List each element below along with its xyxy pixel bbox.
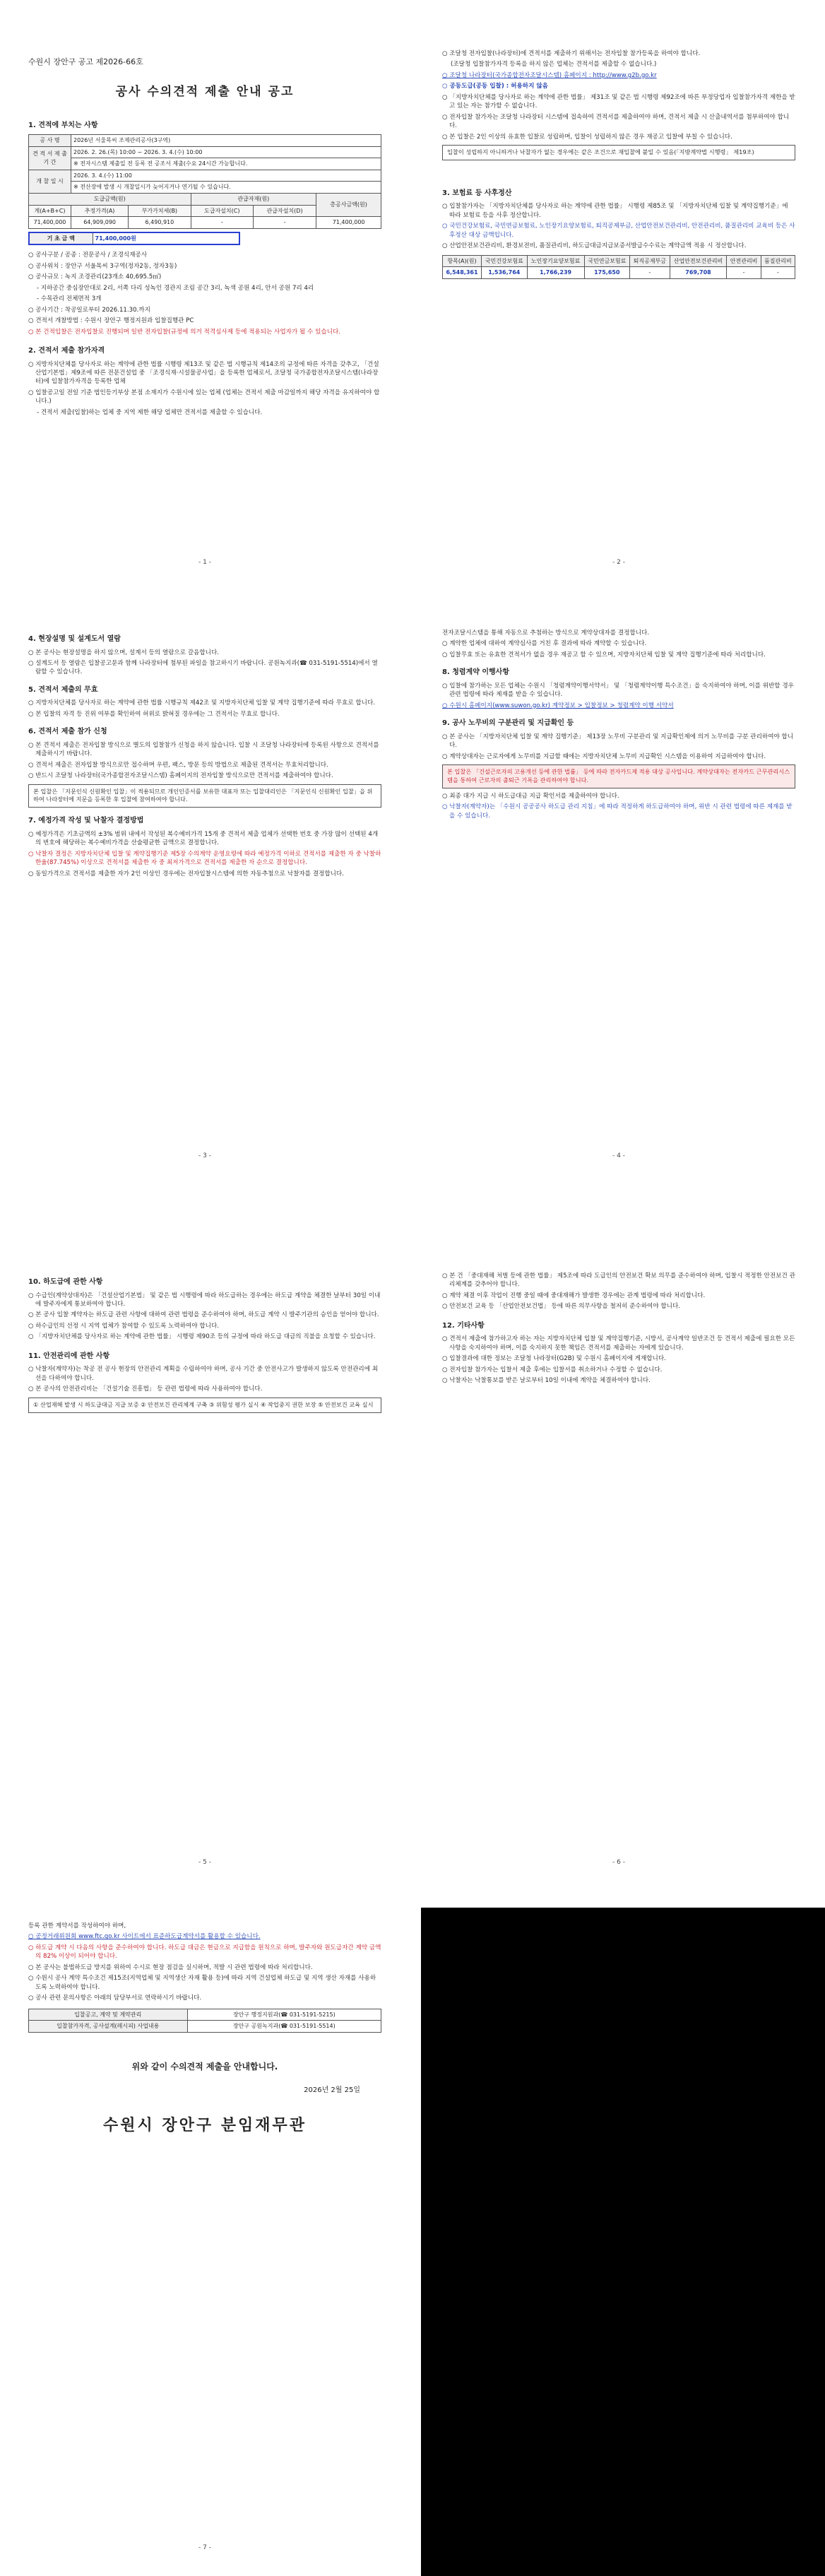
table-row: [443, 267, 795, 279]
body-line: - 견적서 제출(입찰)하는 업체 중 지역 제한 해당 업체만 견적서를 제출할 수 있습니다.: [37, 408, 263, 416]
integrity-link[interactable]: ○ 수원시 홈페이지(www.suwon.go.kr) 계약정보 > 입찰정보 > 청렴계약 이행 서약서: [442, 702, 674, 709]
page-2: [0, 615, 825, 1173]
body-line: ○ 수원시 공사 계약 특수조건 제15조(지역업체 및 지역생산 자재 활용 등)에 따라 지역 건설업체 하도급 및 지역 생산 자재를 사용하도록 노력하여야 합니다.: [28, 1975, 376, 1991]
page-3-left-column: [28, 1272, 381, 1417]
table-row: [29, 232, 239, 245]
project-info-table: [28, 134, 381, 229]
page-4: [0, 1908, 412, 2576]
cost-sub: 부가가치세(B): [129, 205, 191, 217]
body-line: ○ 계약한 업체에 대하여 계약심사를 거친 후 결과에 따라 계약할 수 있습니다.: [442, 640, 647, 648]
note-line: ○ 공사구분 / 공종 : 전문공사 / 조경식재공사: [28, 252, 148, 259]
contact-dept: 입찰참가자격, 공사설계(레시피) 사업내용: [29, 2021, 188, 2033]
insurance-head: 안전관리비: [727, 255, 761, 267]
body-line: ○ 「지방자치단체를 당사자로 하는 계약에 관한 법률」 시행령 제90조 등의 규정에 따라 하도급 대금의 직불을 요청할 수 있습니다.: [28, 1333, 376, 1341]
insurance-head: 산업안전보건관리비: [670, 255, 727, 267]
section-12-heading: 12. 기타사항: [442, 1321, 485, 1330]
fingerprint-notice-box: 본 입찰은 「지문인식 신원확인 입찰」이 적용되므로 개인인증서를 보유한 대표자 또는 입찰대리인은 「지문인식 신원확인 입찰」을 위하여 나라장터에 지문을 등록한 후 입찰에 참여하여야 합니다.: [28, 784, 381, 808]
insurance-value: -: [761, 267, 795, 279]
page-4-left-column: [28, 1922, 381, 2137]
project-notes: [28, 251, 381, 336]
body-line: ○ 본 견적서 제출은 전자입찰 방식으로 별도의 입찰참가 신청을 하지 않습니다. 입찰 시 조달청 나라장터에 등록된 사항으로 견적서를 제출하시기 바랍니다.: [28, 741, 379, 758]
table-row: [29, 2021, 381, 2033]
issuer-signature: 수원시 장안구 분임재무관: [102, 2116, 307, 2134]
body-line: ○ 낙찰자(계약자)는 착공 전 공사 현장의 안전관리 계획을 수립하여야 하며, 공사 기간 중 안전사고가 발생하지 않도록 안전관리에 최선을 다하여야 합니다.: [28, 1366, 379, 1382]
body-line: ○ 입찰에 참가하는 모든 업체는 수원시 「청렴계약이행서약서」 및 「청렴계약이행 특수조건」을 숙지하여야 하며, 이를 위반할 경우 관련 법령에 따라 제재를 받을 수 있습니다.: [442, 682, 794, 699]
body-line: ○ 낙찰자 결정은 지방자치단체 입찰 및 계약집행기준 제5장 수의계약 운영요령에 따라 예정가격 이하로 견적서를 제출한 자 중 낙찰하한율(87.745%) 이상으로 견적서를 제출한 자 중 최저가격으로 견적서를 제출한 자 순으로 결정합니다.: [28, 850, 381, 867]
body-line: ○ 본 공사는 「지방자치단체 입찰 및 계약 집행기준」 제13장 노무비 구분관리 및 지급확인제에 의거 노무비를 구분 관리하여야 합니다.: [442, 733, 794, 750]
contact-table: [28, 2009, 381, 2033]
cost-value: 6,490,910: [129, 217, 191, 229]
body-line: ○ 동일가격으로 견적서를 제출한 자가 2인 이상인 경우에는 전자입찰시스템에 의한 자동추첨으로 낙찰자를 결정합니다.: [28, 870, 344, 878]
cost-value: 64,909,090: [71, 217, 129, 229]
page-1: [0, 0, 825, 579]
body-line: ○ 반드시 조달청 나라장터(국가종합전자조달시스템) 홈페이지의 전자입찰 방식으로만 견적서를 제출하여야 합니다.: [28, 772, 333, 780]
contact-info: 장안구 행정지원과(☎ 031-5191-5215): [187, 2009, 381, 2021]
body-line: ○ 공사 관련 문의사항은 아래의 담당부서로 연락하시기 바랍니다.: [28, 1995, 202, 2002]
body-line: ○ 계약상대자는 근로자에게 노무비를 지급할 때에는 지방자치단체 노무비 지급확인 시스템을 이용하여 지급하여야 합니다.: [442, 752, 766, 760]
body-line: ○ 본 입찰은 2인 이상의 유효한 입찰로 성립하며, 입찰이 성립하지 않은 경우 재공고 입찰에 부칠 수 있습니다.: [442, 133, 732, 141]
issue-date: 2026년 2월 25일: [304, 2086, 360, 2095]
opening-note: ※ 전산장애 발생 시 개찰일시가 늦어지거나 연기될 수 있습니다.: [71, 182, 381, 194]
insurance-value: 175,650: [584, 267, 630, 279]
body-line: ○ 계약 체결 이후 작업이 진행 중일 때에 중대재해가 발생한 경우에는 관계 법령에 따라 처리합니다.: [442, 1292, 706, 1299]
body-line: ○ 최종 대가 지급 시 하도급대금 지급 확인서를 제출하여야 합니다.: [442, 792, 619, 800]
section-5-heading: 5. 견적서 제출의 무효: [28, 685, 98, 694]
body-line: ○ 견적서 제출에 참가하고자 하는 자는 지방자치단체 입찰 및 계약집행기준, 시방서, 공사계약 일반조건 등 견적서 제출에 필요한 모든 사항을 숙지하여야 하며, 이를 숙지하지 못한 책임은 견적서를 제출하는 자에게 있습니다.: [442, 1335, 795, 1352]
body-line: ○ 입찰공고일 전일 기준 법인등기부상 본점 소재지가 수원시에 있는 업체 (업체는 견적서 제출 마감일까지 해당 자격을 유지하여야 합니다.): [28, 389, 380, 406]
table-row: [29, 194, 381, 206]
body-line: ○ 지방자치단체를 당사자로 하는 계약에 관한 법률 시행령 제13조 및 같은 법 시행규칙 제14조의 규정에 따른 자격을 갖추고, 「건설산업기본법」제9조에 따른 전문건설업 중 「조경식재·시설물공사업」을 등록한 업체로서, 조달청 국가종합전자조달시스템(나라장터)에 입찰참가자격을 등록한 업체: [28, 360, 379, 386]
opening-datetime: 2026. 3. 4.(수) 11:00: [71, 170, 381, 182]
body-line: ○ 입찰결과에 대한 정보는 조달청 나라장터(G2B) 및 수원시 홈페이지에 게재합니다.: [442, 1355, 666, 1363]
cost-value: -: [253, 217, 316, 229]
submission-period: 2026. 2. 26.(목) 10:00 ~ 2026. 3. 4.(수) 10:00: [71, 146, 381, 158]
closing-statement: 위와 같이 수의견적 제출을 안내합니다.: [131, 2061, 278, 2072]
table-row: [29, 158, 381, 170]
insurance-value: -: [630, 267, 670, 279]
cost-head: 관급자재(원): [191, 194, 316, 206]
body-line: ○ 입찰무효 또는 유효한 견적서가 없을 경우 재공고 할 수 있으며, 지방자치단체 입찰 및 계약 집행기준에 따라 처리합니다.: [442, 651, 766, 658]
label-cell: 개 찰 일 시: [29, 170, 71, 193]
section-8-heading: 8. 청렴계약 이행사항: [442, 668, 509, 677]
g2b-link[interactable]: ○ 조달청 나라장터(국가종합전자조달시스템) 홈페이지 : http://www.g2b.go.kr: [442, 71, 657, 79]
table-row: [29, 217, 381, 229]
table-row: [443, 255, 795, 267]
cost-head: 총공사금액(원): [316, 194, 381, 217]
note-line: ○ 공사규모 : 녹지 조경관리(23개소 40,695.5㎡): [28, 273, 162, 281]
insurance-table: [442, 255, 795, 279]
section-4-heading: 4. 현장설명 및 설계도서 열람: [28, 635, 121, 643]
document-title: 공사 수의견적 제출 안내 공고: [115, 84, 295, 99]
page-number: - 5 -: [198, 1859, 211, 1866]
insurance-head: 국민연금보험료: [584, 255, 630, 267]
electronic-card-text: 본 입찰은 「건설근로자의 고용개선 등에 관한 법률」 등에 따라 전자카드제 적용 대상 공사입니다. 계약상대자는 전자카드 근무관리시스템을 통하여 근로자의 출퇴근 기록을 관리하여야 합니다.: [447, 768, 790, 784]
body-line: ○ 본 공사는 현장설명을 하지 않으며, 설계서 등의 열람으로 갈음합니다.: [28, 649, 219, 656]
cost-head: 도급금액(원): [29, 194, 191, 206]
section-6-heading: 6. 견적서 제출 참가 신청: [28, 728, 107, 736]
contact-info: 장안구 공원녹지과(☎ 031-5191-5514): [187, 2021, 381, 2033]
note-line: ○ 공사위치 : 장안구 서울목씨 3구역(정자2동, 정자3동): [28, 262, 177, 270]
section-1-heading: 1. 견적에 부치는 사항: [28, 121, 98, 129]
body-line: ○ 예정가격은 기초금액의 ±3% 범위 내에서 작성된 복수예비가격 15개 중 견적서 제출 업체가 선택한 번호 중 가장 많이 선택된 4개의 번호에 해당하는 복수예비가격을 산술평균한 금액으로 결정합니다.: [28, 830, 379, 847]
body-line: ○ 전자입찰 참가자는 입찰서 제출 후에는 입찰서를 취소하거나 수정할 수 없습니다.: [442, 1366, 663, 1373]
table-row: [29, 170, 381, 182]
note-line: - 수목관리 전체면적 3개: [37, 295, 102, 303]
submission-note: ※ 전자시스템 제출일 전 등록 전 공조서 제출(수요 24시간 가능합니다.: [71, 158, 381, 170]
insurance-value: 1,766,239: [527, 267, 584, 279]
note-line: ○ 본 건적입찰은 전자입찰로 진행되며 일반 전자입찰(규정에 의거 적격심사제 등에 적용되는 사업자가 될 수 있습니다.: [28, 328, 341, 336]
body-line: ○ 산업안전보건관리비, 환경보전비, 품질관리비, 하도급대금지급보증서발급수수료는 계약금액 적용 시 정산합니다.: [442, 242, 747, 250]
page-1-left-column: [28, 57, 381, 419]
contact-dept: 입찰공고, 계약 및 계약관리: [29, 2009, 188, 2021]
page-1-right-column: [442, 49, 795, 279]
section-3-heading: 3. 보험료 등 사후정산: [442, 189, 512, 197]
page-2-right-column: [442, 629, 795, 822]
page-number: - 1 -: [198, 559, 211, 566]
body-line: ○ 본 공사의 안전관리비는 「건설기술 진흥법」 등 관련 법령에 따라 사용하여야 합니다.: [28, 1386, 263, 1393]
body-line: ○ 본 공사 입찰 계약자는 하도급 관련 사항에 대하여 관련 법령을 준수하여야 하며, 하도급 계약 시 발주기관의 승인을 얻어야 합니다.: [28, 1311, 379, 1319]
label-cell: 공 사 명: [29, 135, 71, 147]
body-line: 등록 관한 계약서를 작성하여야 하며,: [28, 1922, 126, 1930]
notice-number: 수원시 장안구 공고 제2026-66호: [28, 57, 143, 66]
cost-value: 71,400,000: [316, 217, 381, 229]
page-number: - 6 -: [612, 1859, 625, 1866]
insurance-value: 769,708: [670, 267, 727, 279]
base-amount-value: 71,400,000원: [93, 232, 239, 245]
insurance-value: 6,548,361: [443, 267, 482, 279]
section-11-heading: 11. 안전관리에 관한 사항: [28, 1352, 110, 1360]
body-line: ○ 입찰참가자는 「지방자치단체를 당사자로 하는 계약에 관한 법률」 시행령 제85조 및 「지방자치단체 입찰 및 계약집행기준」에 따라 보험료 등을 사후 정산합니다.: [442, 203, 788, 219]
ftc-link[interactable]: ○ 공정거래위원회 www.ftc.go.kr 사이트에서 표준하도급계약서를 활용할 수 있습니다.: [28, 1933, 261, 1941]
cost-sub: 도급자설치(C): [191, 205, 253, 217]
page-2-left-column: [28, 629, 381, 880]
body-line: 전자조달시스템을 통해 자동으로 추첨하는 방식으로 계약상대자를 결정합니다.: [442, 630, 650, 637]
label-cell: 견 적 서 제 출 기 간: [29, 146, 71, 170]
insurance-head: 노인장기요양보험료: [527, 255, 584, 267]
table-row: [29, 146, 381, 158]
body-line: ○ 본 입찰의 자격 등 진위 여부를 확인하여 허위로 밝혀질 경우에는 그 견적서는 무효로 합니다.: [28, 710, 280, 718]
cost-sub: 계(A+B+C): [29, 205, 71, 217]
section-7-heading: 7. 예정가격 작성 및 낙찰자 결정방법: [28, 817, 144, 825]
page-number: - 4 -: [612, 1152, 625, 1159]
table-row: [29, 182, 381, 194]
body-line: ○ 국민건강보험료, 국민연금보험료, 노인장기요양보험료, 퇴직공제부금, 산업안전보건관리비, 안전관리비, 품질관리비 교육비 등은 사후정산 대상 금액입니다.: [442, 223, 795, 239]
black-region: [421, 1908, 825, 2576]
safety-checklist-box: ① 산업재해 발생 시 하도급대금 지급 보증 ② 안전보건 관리체계 구축 ③ 위험성 평가 실시 ④ 작업중지 권한 보장 ⑤ 안전보건 교육 실시: [28, 1398, 381, 1413]
body-line: ○ 설계도서 등 열람은 입찰공고문과 함께 나라장터에 첨부된 파일을 참고하시기 바랍니다. 공원녹지과(☎ 031-5191-5514)에서 열람할 수 있습니다.: [28, 659, 378, 676]
cost-sub: 관급자설치(D): [253, 205, 316, 217]
rebid-notice-box: 입찰이 성립하지 아니하거나 낙찰자가 없는 경우에는 같은 조건으로 재입찰에 붙일 수 있음(「지방계약법 시행령」 제19조): [442, 145, 795, 160]
cost-value: 71,400,000: [29, 217, 71, 229]
body-line: ○ 전자입찰 참가자는 조달청 나라장터 시스템에 접속하여 견적서를 제출하여야 하며, 견적서 제출 시 산출내역서를 첨부하여야 합니다.: [442, 113, 790, 130]
insurance-value: -: [727, 267, 761, 279]
body-line: ○ 낙찰자(계약자)는 「수원시 공공공사 하도급 관리 지침」에 따라 적정하게 하도급하여야 하며, 위반 시 관련 법령에 따른 제재를 받을 수 있습니다.: [442, 803, 793, 820]
body-line: ○ 하도급 계약 시 다음의 사항을 준수하여야 합니다. 하도급 대금은 현금으로 지급함을 원칙으로 하며, 발주자와 원도급자간 계약 금액의 82% 이상이 되어야 합니다.: [28, 1944, 381, 1961]
electronic-card-box: [442, 764, 795, 788]
page-number: - 3 -: [198, 1152, 211, 1159]
note-line: - 지하공간 중심장안대로 2리, 서쪽 다리 성녹인 경관지 조림 공간 3리, 녹색 공원 4리, 안서 공원 7리 4리: [37, 284, 314, 292]
insurance-value: 1,536,764: [482, 267, 528, 279]
page-3-right-column: [442, 1272, 795, 1388]
insurance-head: 품질관리비: [761, 255, 795, 267]
page-number: - 7 -: [198, 2544, 211, 2551]
note-line: ○ 공사기간 : 착공일로부터 2026.11.30.까지: [28, 306, 150, 314]
insurance-head: 퇴직공제부금: [630, 255, 670, 267]
body-line: ○ 견적서 제출은 전자입찰 방식으로만 접수하며 우편, 팩스, 방문 등의 방법으로 제출된 견적서는 무효처리합니다.: [28, 761, 328, 769]
section-10-heading: 10. 하도급에 관한 사항: [28, 1278, 103, 1286]
cost-sub: 추정가격(A): [71, 205, 129, 217]
body-line: ○ 본 공사는 불법하도급 방지를 위하여 수시로 현장 점검을 실시하며, 적발 시 관련 법령에 따라 처리합니다.: [28, 1963, 313, 1971]
insurance-head: 국민건강보험료: [482, 255, 528, 267]
cost-value: -: [191, 217, 253, 229]
body-line: ○ 수급인(계약상대자)은 「건설산업기본법」 및 같은 법 시행령에 따라 하도급하는 경우에는 하도급 계약을 체결한 날부터 30일 이내에 발주자에게 통보하여야 합니다.: [28, 1292, 381, 1308]
base-amount-table: [28, 232, 240, 246]
body-line: ○ 본 건 「중대재해 처벌 등에 관한 법률」 제5조에 따라 도급인의 안전보건 확보 의무를 준수하여야 하며, 입찰시 적정한 안전보건 관리체계를 갖추어야 합니다.: [442, 1272, 795, 1289]
body-line: (조달청 입찰참가자격 등록을 하지 않은 업체는 견적서를 제출할 수 없습니다.): [451, 61, 657, 69]
body-line: ○ 낙찰자는 낙찰통보를 받은 날로부터 10일 이내에 계약을 체결하여야 합니다.: [442, 1377, 651, 1385]
insurance-head: 항목(A)(원): [443, 255, 482, 267]
page-3: [0, 1258, 825, 1879]
body-line: ○ 안전보건 교육 등 「산업안전보건법」 등에 따른 의무사항을 철저히 준수하여야 합니다.: [442, 1303, 680, 1311]
note-line: ○ 견적서 개찰방법 : 수원시 장안구 행정지원과 입찰집행관 PC: [28, 317, 194, 325]
body-line: ○ 지방자치단체를 당사자로 하는 계약에 관한 법률 시행규칙 제42조 및 지방자치단체 입찰 및 계약 집행기준에 따라 무효로 합니다.: [28, 699, 375, 707]
section-9-heading: 9. 공사 노무비의 구분관리 및 지급확인 등: [442, 719, 574, 728]
body-line: ○ 하수급인의 선정 시 지역 업체가 참여할 수 있도록 노력하여야 합니다.: [28, 1322, 219, 1330]
body-line: ○ 공동도급(공동 입찰) : 허용하지 않음: [442, 83, 548, 90]
table-row: [29, 2009, 381, 2021]
section-2-heading: 2. 견적서 제출 참가자격: [28, 347, 105, 355]
project-name: 2026년 서울목씨 조제관리공사(3구역): [71, 135, 381, 147]
body-line: ○ 조달청 전자입찰(나라장터)에 견적서를 제출하기 위해서는 전자입찰 참가등록을 하여야 합니다.: [442, 50, 701, 57]
body-line: ○ 「지방자치단체를 당사자로 하는 계약에 관한 법률」 제31조 및 같은 법 시행령 제92조에 따른 부정당업자 입찰참가자격 제한을 받고 있는 자는 참가할 수 없습니다.: [442, 93, 795, 110]
table-row: [29, 135, 381, 147]
base-amount-label: 기 초 금 액: [29, 232, 93, 245]
page-number: - 2 -: [612, 559, 625, 566]
